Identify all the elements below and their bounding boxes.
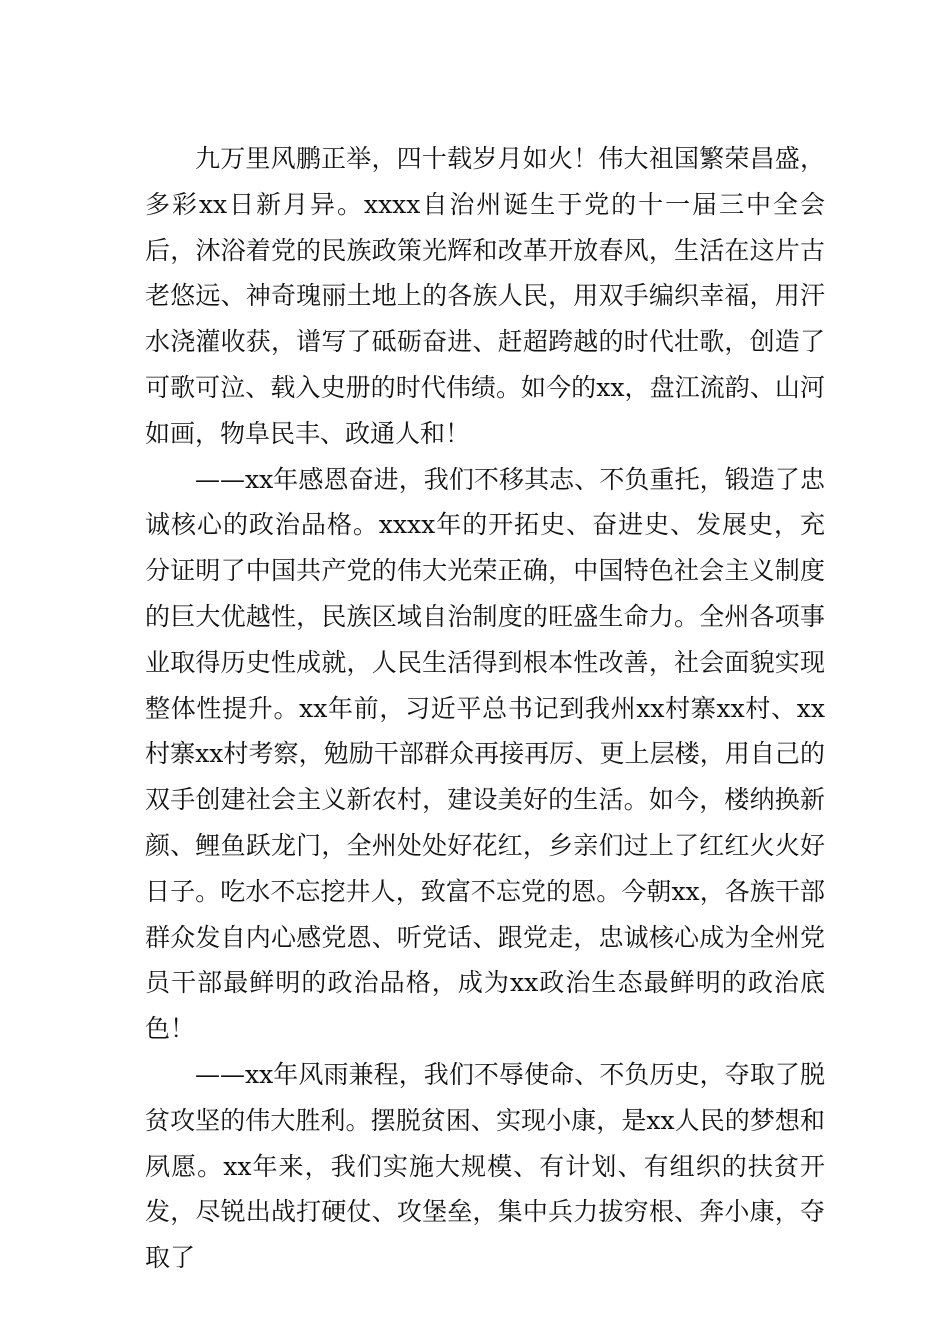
paragraph-gratitude: ——xx年感恩奋进，我们不移其志、不负重托，锻造了忠诚核心的政治品格。xxxx年的开拓史、奋进史、发展史，充分证明了中国共产党的伟大光荣正确，中国特色社会主义制度的巨大优越性，民族区域自治制度的旺盛生命力。全州各项事业取得历史性成就，人民生活得到根本性改善，社会面貌实现整体性提升。xx年前，习近平总书记到我州xx村寨xx村、xx村寨xx村考察，勉励干部群众再接再厉、更上层楼，用自己的双手创建社会主义新农村，建设美好的生活。如今，楼纳换新颜、鲤鱼跃龙门，全州处处好花红，乡亲们过上了红红火火好日子。吃水不忘挖井人，致富不忘党的恩。今朝xx，各族干部群众发自内心感党恩、听党话、跟党走，忠诚核心成为全州党员干部最鲜明的政治品格，成为xx政治生态最鲜明的政治底色！ bbox=[145, 464, 825, 1044]
paragraph-poverty: ——xx年风雨兼程，我们不辱使命、不负历史，夺取了脱贫攻坚的伟大胜利。摆脱贫困、实现小康，是xx人民的梦想和夙愿。xx年来，我们实施大规模、有计划、有组织的扶贫开发，尽锐出战打硬仗、攻堡垒，集中兵力拔穷根、奔小康，夺取了 bbox=[145, 1059, 825, 1273]
document-body bbox=[145, 136, 825, 1281]
paragraph-intro: 九万里风鹏正举，四十载岁月如火！伟大祖国繁荣昌盛，多彩xx日新月异。xxxx自治州诞生于党的十一届三中全会后，沐浴着党的民族政策光辉和改革开放春风，生活在这片古老悠远、神奇瑰丽土地上的各族人民，用双手编织幸福，用汗水浇灌收获，谱写了砥砺奋进、赶超跨越的时代壮歌，创造了可歌可泣、载入史册的时代伟绩。如今的xx，盘江流韵、山河如画，物阜民丰、政通人和！ bbox=[145, 144, 825, 448]
